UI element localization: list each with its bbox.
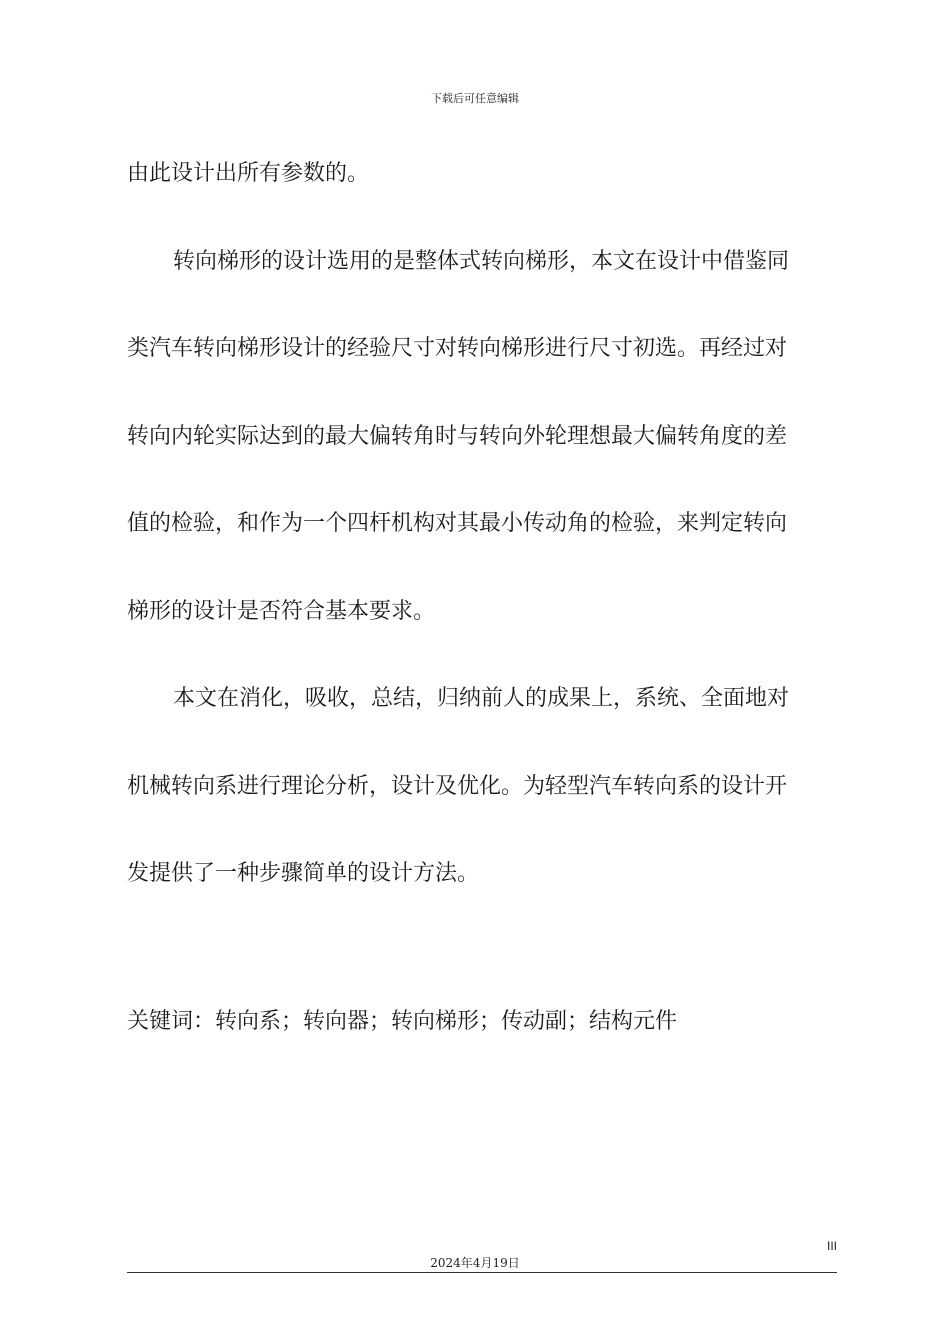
header-note: 下载后可任意编辑 — [431, 92, 519, 105]
page-number: III — [826, 1239, 837, 1253]
text-line: 由此设计出所有参数的。 — [127, 161, 370, 186]
keywords-line: 关键词：转向系；转向器；转向梯形；传动副；结构元件 — [127, 1009, 678, 1034]
text-line: 机械转向系进行理论分析，设计及优化。为轻型汽车转向系的设计开 — [127, 773, 788, 799]
footer-date: 2024年4月19日 — [430, 1256, 520, 1270]
text-line: 值的检验，和作为一个四杆机构对其最小传动角的检验，来判定转向 — [127, 511, 788, 536]
footer-divider — [127, 1272, 837, 1273]
text-line: 本文在消化，吸收，总结，归纳前人的成果上，系统、全面地对 — [173, 686, 790, 711]
text-line: 梯形的设计是否符合基本要求。 — [127, 598, 436, 624]
text-line: 转向内轮实际达到的最大偏转角时与转向外轮理想最大偏转角度的差 — [127, 423, 788, 449]
text-line: 转向梯形的设计选用的是整体式转向梯形，本文在设计中借鉴同 — [173, 248, 790, 274]
abstract-body — [127, 148, 839, 936]
text-line: 类汽车转向梯形设计的经验尺寸对转向梯形进行尺寸初选。再经过对 — [127, 336, 788, 361]
text-line: 发提供了一种步骤简单的设计方法。 — [127, 861, 480, 886]
